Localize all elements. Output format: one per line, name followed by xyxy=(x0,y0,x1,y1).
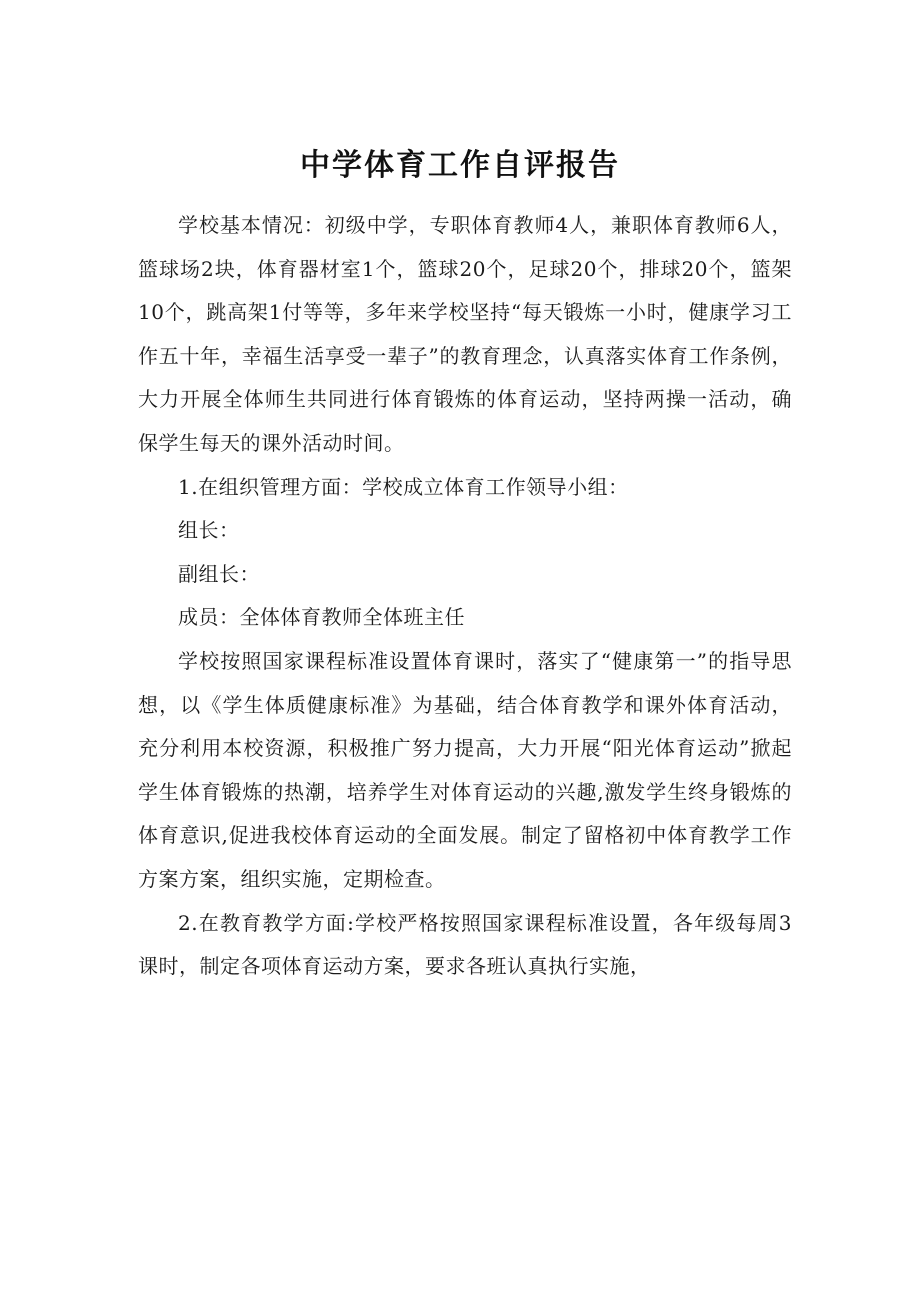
document-body xyxy=(138,204,792,989)
paragraph-teaching: 2.在教育教学方面:学校严格按照国家课程标准设置，各年级每周3课时，制定各项体育运动方案，要求各班认真执行实施， xyxy=(138,910,792,979)
document-title: 中学体育工作自评报告 xyxy=(300,148,620,184)
paragraph-deputy-leader: 副组长： xyxy=(178,561,260,586)
paragraph-organization-heading: 1.在组织管理方面：学校成立体育工作领导小组： xyxy=(178,474,629,499)
paragraph-curriculum: 学校按照国家课程标准设置体育课时，落实了“健康第一”的指导思想，以《学生体质健康标准》为基础，结合体育教学和课外体育活动，充分利用本校资源，积极推广努力提高，大力开展“阳光体育运动”掀起学生体育锻炼的热潮，培养学生对体育运动的兴趣,激发学生终身锻炼的体育意识,促进我校体育运动的全面发展。制定了留格初中体育教学工作方案方案，组织实施，定期检查。 xyxy=(138,648,792,891)
paragraph-group-leader: 组长： xyxy=(178,518,240,543)
paragraph-members: 成员：全体体育教师全体班主任 xyxy=(178,605,465,630)
paragraph-school-overview: 学校基本情况：初级中学，专职体育教师4人，兼职体育教师6人，篮球场2块，体育器材室1个，篮球20个，足球20个，排球20个，篮架10个，跳高架1付等等，多年来学校坚持“每天锻炼一小时，健康学习工作五十年，幸福生活享受一辈子”的教育理念，认真落实体育工作条例，大力开展全体师生共同进行体育锻炼的体育运动，坚持两操一活动，确保学生每天的课外活动时间。 xyxy=(138,213,792,455)
